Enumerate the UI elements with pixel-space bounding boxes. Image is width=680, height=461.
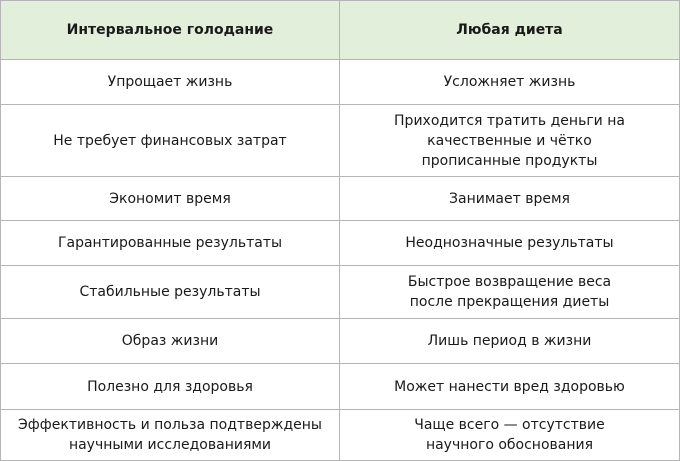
cell-fasting: Эффективность и польза подтверждены научными исследованиями [1, 410, 340, 461]
cell-fasting: Упрощает жизнь [1, 60, 340, 105]
cell-diet: Приходится тратить деньги на качественные и чётко прописанные продукты [340, 105, 680, 177]
cell-fasting: Полезно для здоровья [1, 364, 340, 410]
cell-diet: Чаще всего — отсутствие научного обоснования [340, 410, 680, 461]
cell-fasting: Не требует финансовых затрат [1, 105, 340, 177]
cell-diet: Быстрое возвращение веса после прекращения диеты [340, 266, 680, 319]
table-row [1, 177, 680, 221]
cell-diet: Может нанести вред здоровью [340, 364, 680, 410]
table-row [1, 221, 680, 266]
cell-diet: Занимает время [340, 177, 680, 221]
cell-fasting: Образ жизни [1, 319, 340, 364]
table-row [1, 266, 680, 319]
column-header-diet: Любая диета [340, 1, 680, 60]
cell-diet: Лишь период в жизни [340, 319, 680, 364]
table-row [1, 319, 680, 364]
cell-fasting: Экономит время [1, 177, 340, 221]
table-row [1, 410, 680, 461]
cell-diet: Неоднозначные результаты [340, 221, 680, 266]
cell-fasting: Стабильные результаты [1, 266, 340, 319]
column-header-fasting: Интервальное голодание [1, 1, 340, 60]
table-header-row [1, 1, 680, 60]
cell-diet: Усложняет жизнь [340, 60, 680, 105]
table-row [1, 364, 680, 410]
table-row [1, 60, 680, 105]
cell-fasting: Гарантированные результаты [1, 221, 340, 266]
table-row [1, 105, 680, 177]
